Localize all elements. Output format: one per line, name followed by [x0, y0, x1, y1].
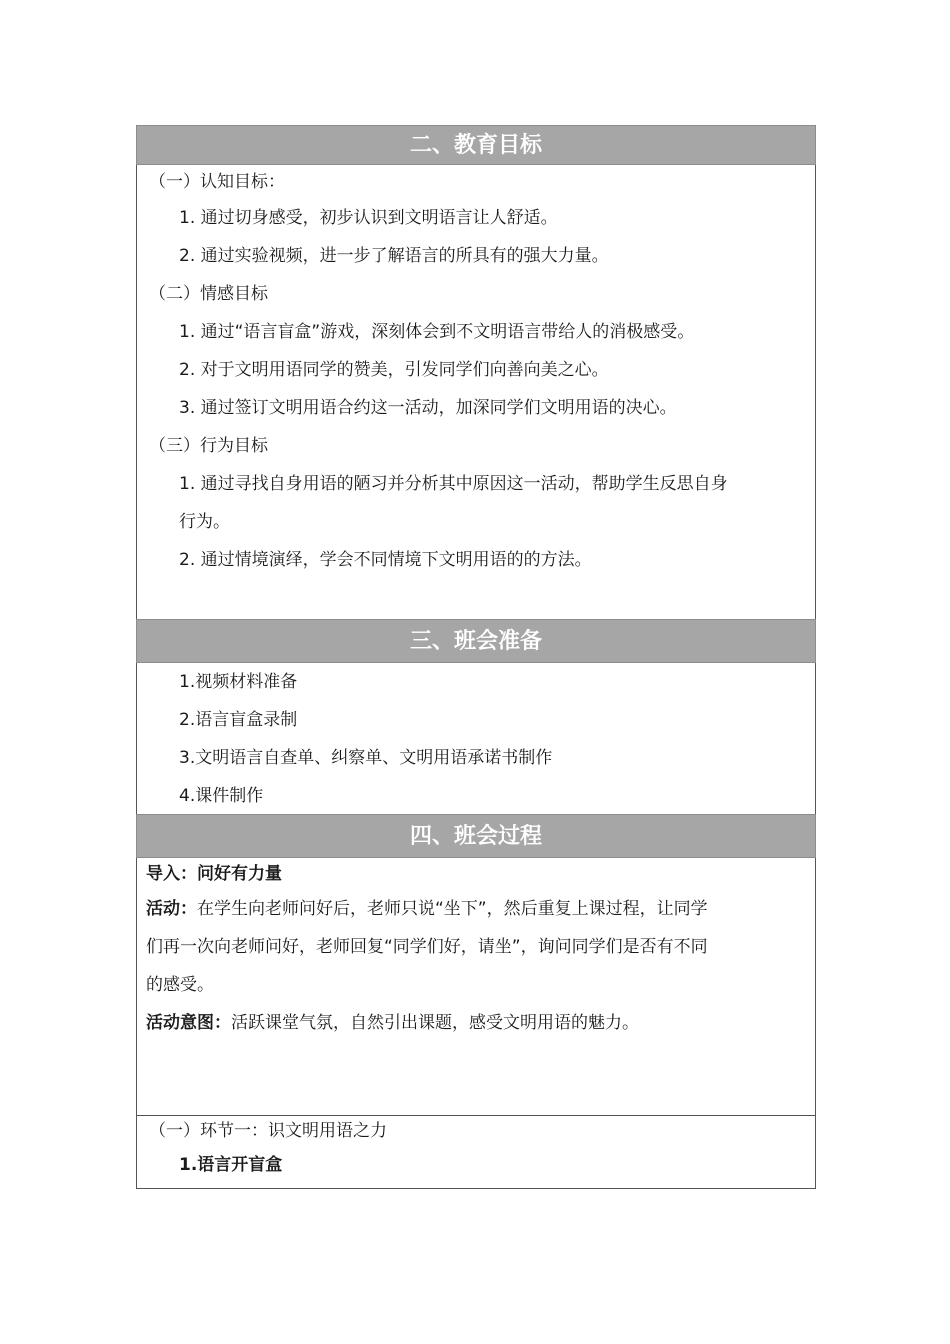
education-goals-body [136, 165, 816, 619]
step1-subheading: 1.语言开盲盒 [179, 1155, 283, 1175]
activity-line-1 [137, 890, 815, 928]
step1-heading: （一）环节一：识文明用语之力 [149, 1121, 387, 1141]
emotional-goal-heading: （二）情感目标 [149, 284, 268, 304]
section-title-education-goals: 二、教育目标 [136, 125, 816, 165]
prep-item-2: 2.语言盲盒录制 [179, 710, 298, 730]
cognitive-goal-2: 2. 通过实验视频，进一步了解语言的所具有的强大力量。 [179, 246, 609, 266]
behavior-goal-1: 1. 通过寻找自身用语的陋习并分析其中原因这一活动，帮助学生反思自身 [179, 474, 728, 494]
cognitive-goal-heading: （一）认知目标： [149, 172, 285, 192]
activity-label: 活动： [146, 899, 197, 919]
activity-text-1: 在学生向老师问好后，老师只说“坐下”，然后重复上课过程，让同学 [197, 899, 708, 919]
intent-line [137, 1004, 815, 1042]
section-title-preparation: 三、班会准备 [136, 619, 816, 663]
preparation-body [136, 663, 816, 814]
behavior-goal-2: 2. 通过情境演绎，学会不同情境下文明用语的的方法。 [179, 550, 592, 570]
activity-line-2: 们再一次向老师问好，老师回复“同学们好，请坐”，询问同学们是否有不同 [146, 937, 708, 957]
prep-item-4: 4.课件制作 [179, 786, 264, 806]
intro-cell [136, 858, 816, 1115]
behavior-goal-1-cont: 行为。 [179, 512, 230, 532]
emotional-goal-1: 1. 通过“语言盲盒”游戏，深刻体会到不文明语言带给人的消极感受。 [179, 322, 695, 342]
emotional-goal-2: 2. 对于文明用语同学的赞美，引发同学们向善向美之心。 [179, 360, 609, 380]
prep-item-1: 1.视频材料准备 [179, 672, 298, 692]
intent-text: 活跃课堂气氛，自然引出课题，感受文明用语的魅力。 [231, 1013, 639, 1033]
step1-cell [136, 1115, 816, 1189]
intro-heading: 导入：问好有力量 [146, 864, 282, 884]
behavior-goal-heading: （三）行为目标 [149, 436, 268, 456]
section-title-process: 四、班会过程 [136, 814, 816, 858]
cognitive-goal-1: 1. 通过切身感受，初步认识到文明语言让人舒适。 [179, 208, 558, 228]
intent-label: 活动意图： [146, 1013, 231, 1033]
document-table [136, 125, 816, 1189]
activity-line-3: 的感受。 [146, 975, 214, 995]
emotional-goal-3: 3. 通过签订文明用语合约这一活动，加深同学们文明用语的决心。 [179, 398, 677, 418]
prep-item-3: 3.文明语言自查单、纠察单、文明用语承诺书制作 [179, 748, 553, 768]
